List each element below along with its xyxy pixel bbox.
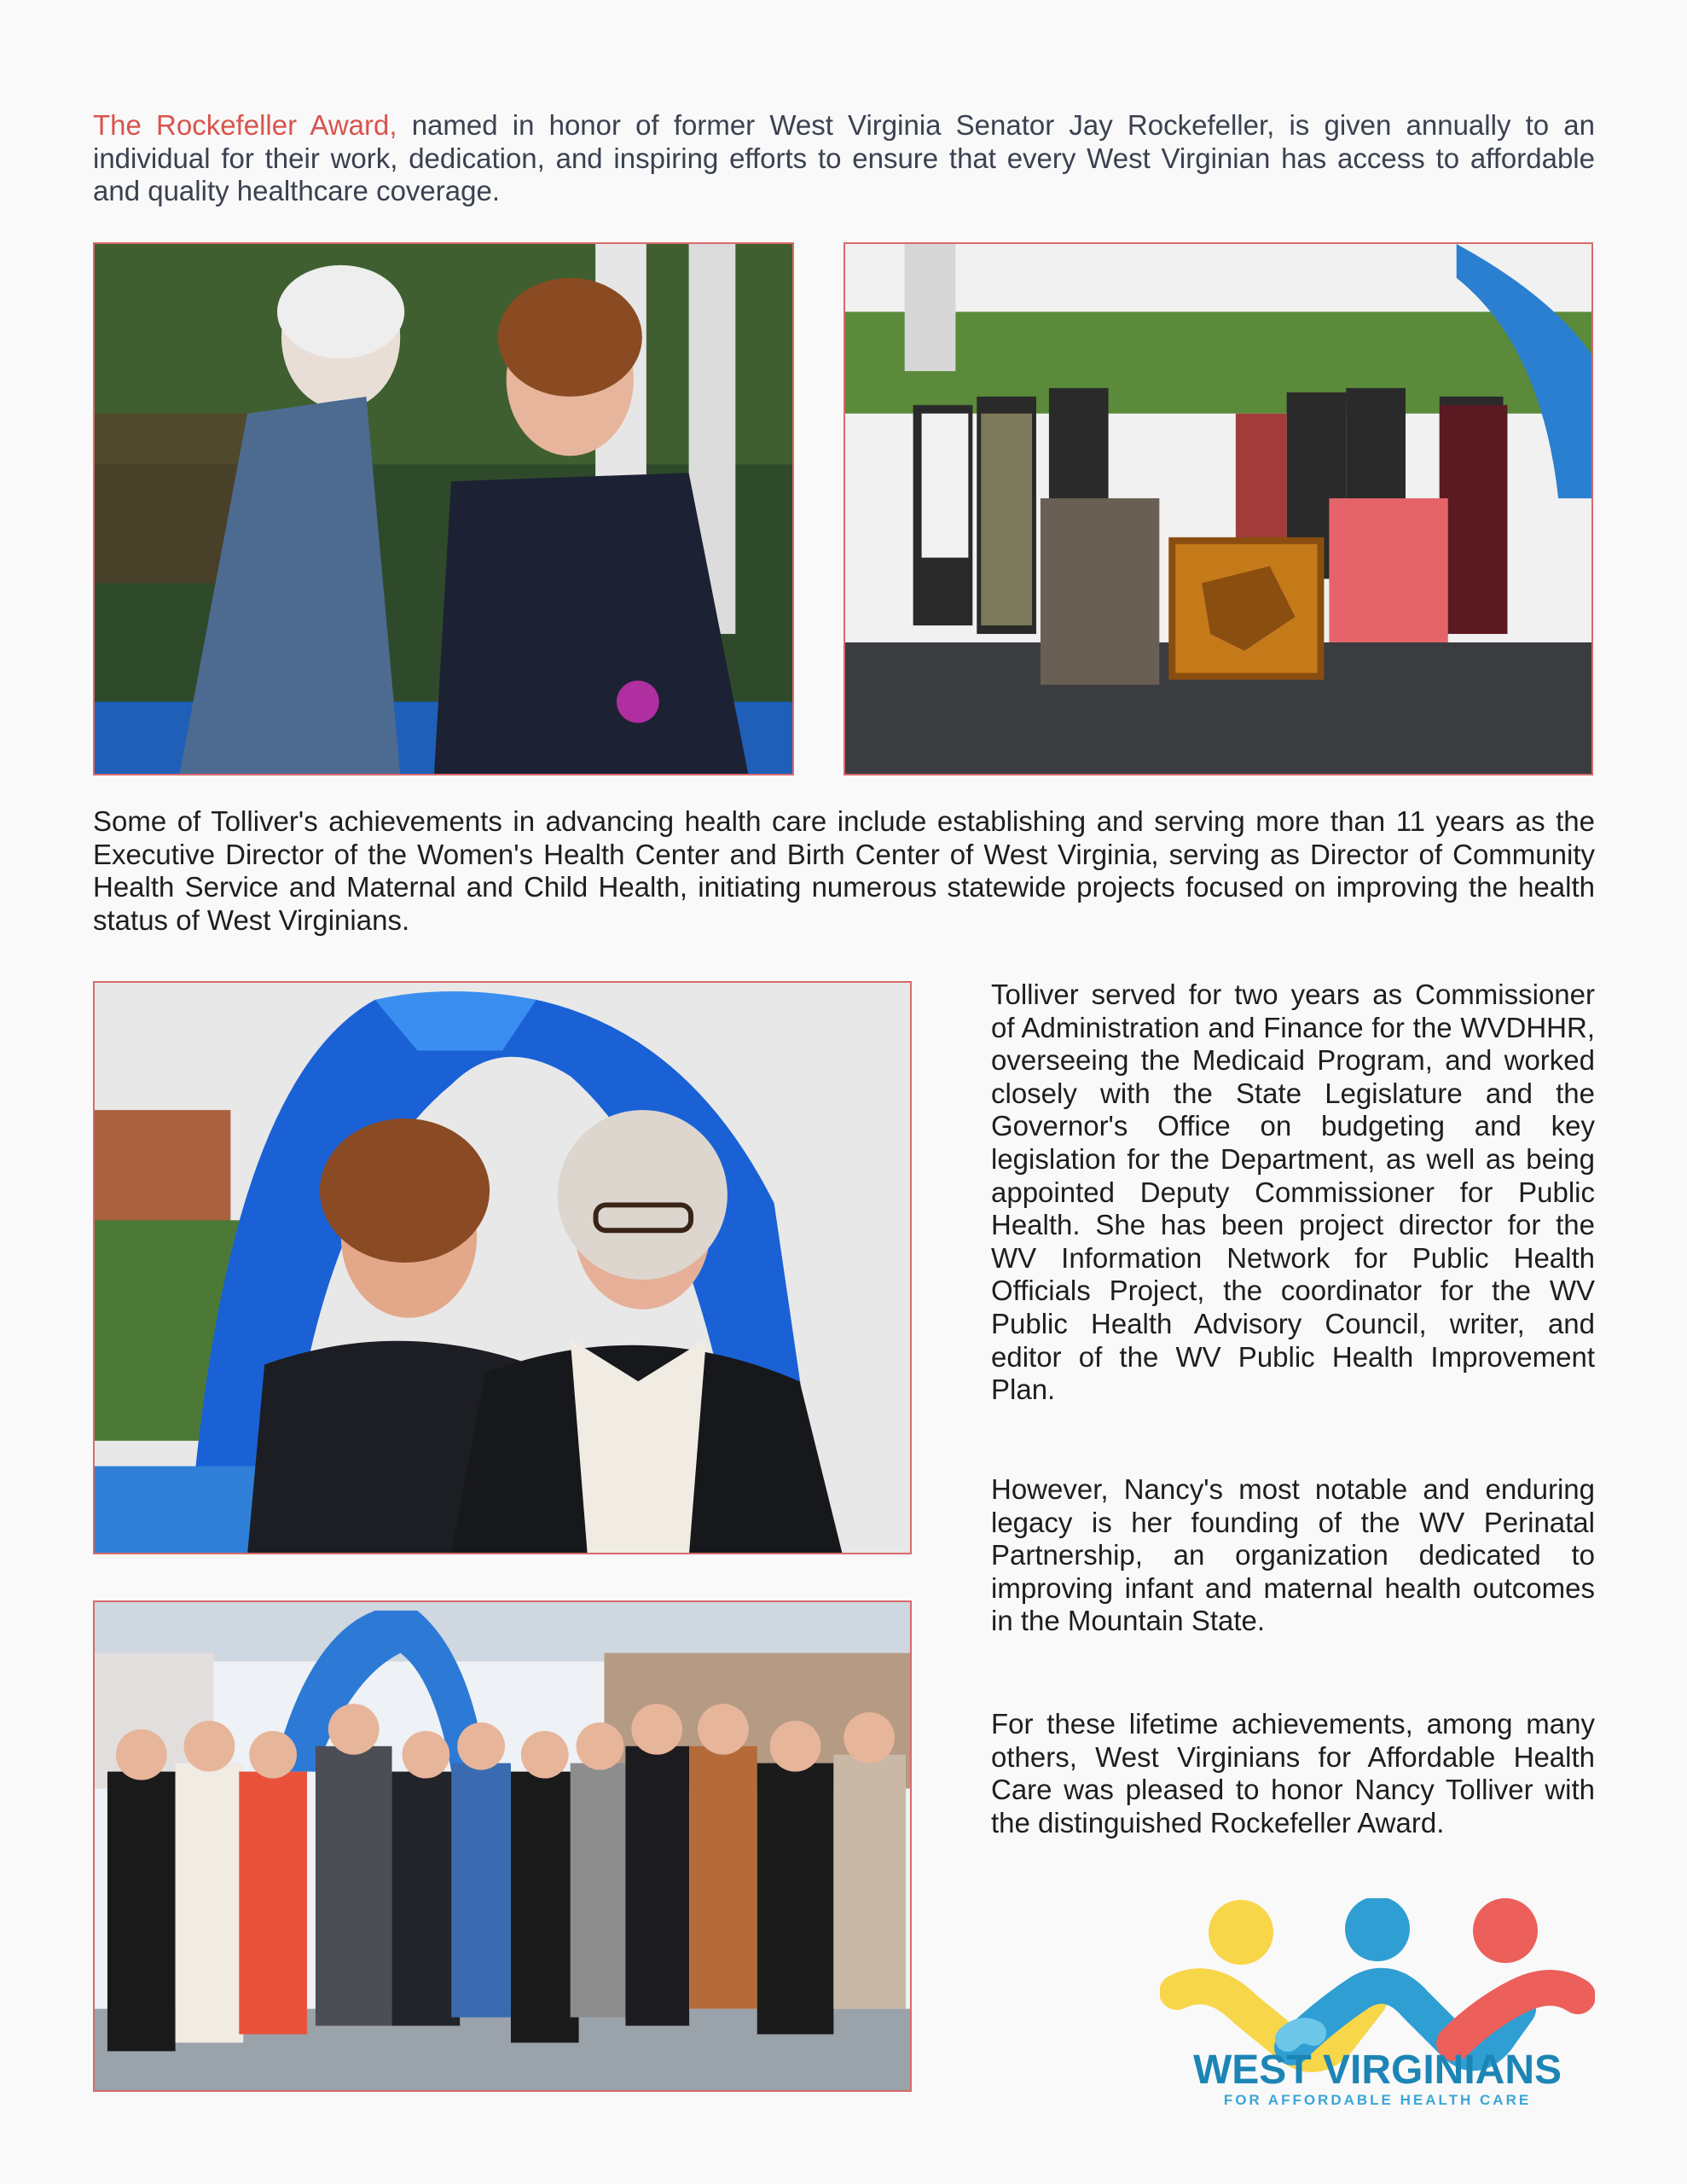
achievements-paragraph: Some of Tolliver's achievements in advancing health care include establishing and serving more than 11 years as the Executive Director of the Women's Health Center and Birth Center of West Virginia, serving as Director of Community Health Service and Maternal and Child Health, initiating numerous statewide projects focused on improving the health status of West Virginians. — [93, 805, 1595, 936]
intro-text: named in honor of former West Virginia Senator Jay Rockefeller, is given annually to an individual for their work, dedication, and inspiring efforts to ensure that every West Virginian has access to affordable and quality healthcare coverage. — [93, 109, 1595, 207]
logo-subtitle: FOR AFFORDABLE HEALTH CARE — [1223, 2092, 1532, 2108]
logo-title: WEST VIRGINIANS — [1192, 2048, 1562, 2093]
logo-blue-figure-head — [1345, 1898, 1410, 1961]
legacy-paragraph: However, Nancy's most notable and enduring legacy is her founding of the WV Perinatal Partnership, an organization dedicated to improving infant and maternal health outcomes in the Mountain State. — [991, 1473, 1595, 1637]
intro-paragraph — [93, 109, 1595, 208]
honor-paragraph: For these lifetime achievements, among many others, West Virginians for Affordable Health Care was pleased to honor Nancy Tolliver with the distinguished Rockefeller Award. — [991, 1708, 1595, 1838]
photo-rockefeller-and-tolliver — [93, 242, 794, 775]
logo-yellow-figure-head — [1209, 1900, 1273, 1965]
award-name-highlight: The Rockefeller Award, — [93, 109, 397, 141]
logo-red-figure-head — [1473, 1898, 1538, 1963]
photo-large-group — [93, 1600, 912, 2092]
photo-two-women-arch — [93, 981, 912, 1554]
photo-group-with-plaque — [844, 242, 1593, 775]
commissioner-paragraph: Tolliver served for two years as Commissioner of Administration and Finance for the WVDHHR, overseeing the Medicaid Program, and worked closely with the State Legislature and the Governor's Office on budgeting and key legislation for the Department, as well as being appointed Deputy Commissioner for Public Health. She has been project director for the WV Information Network for Public Health Officials Project, the coordinator for the WV Public Health Advisory Council, writer, and editor of the WV Public Health Improvement Plan. — [991, 979, 1595, 1406]
